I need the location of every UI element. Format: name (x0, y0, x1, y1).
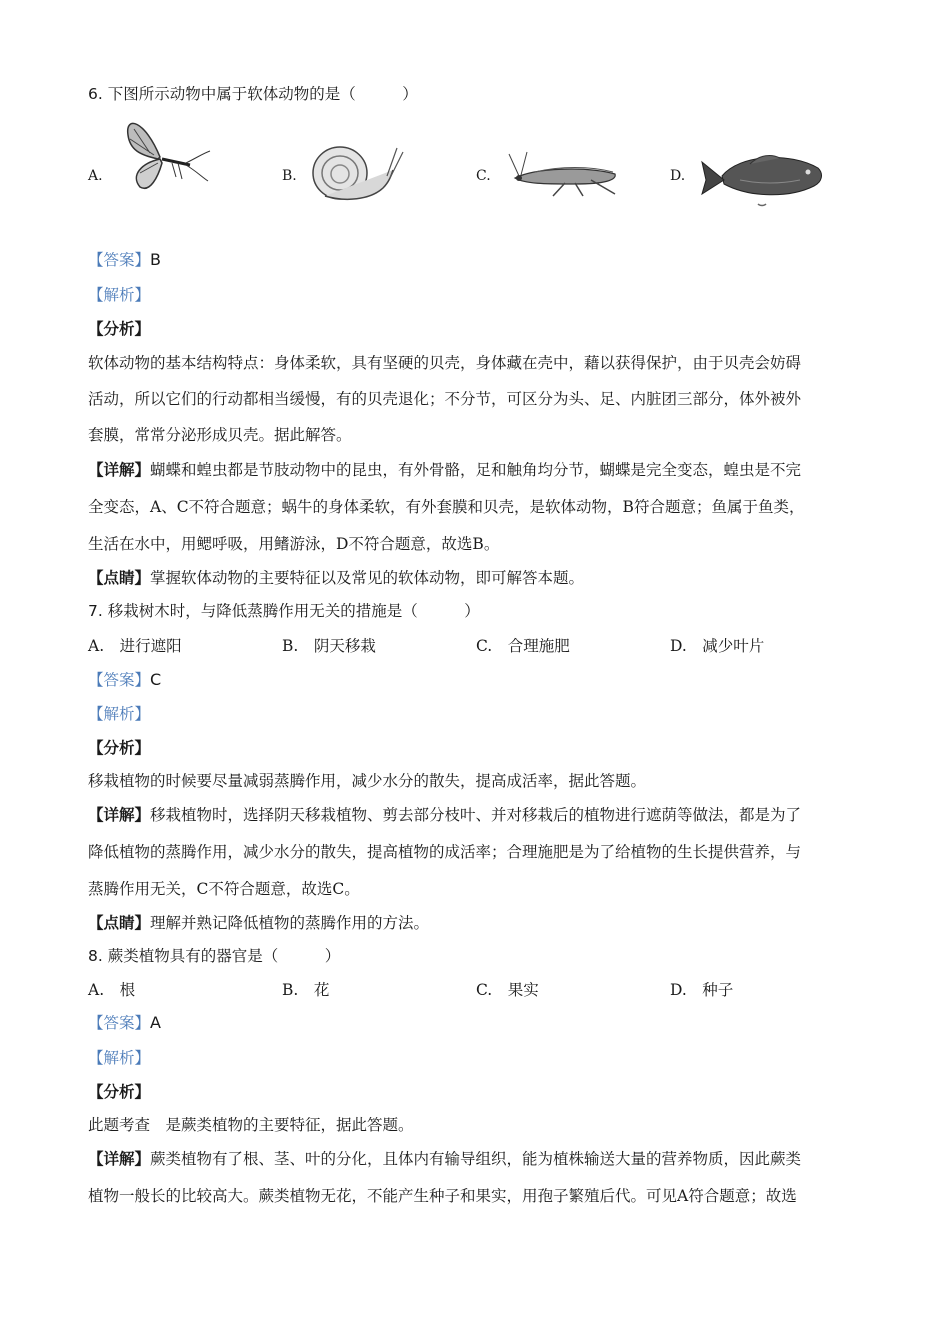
q8-answer: A (150, 1013, 161, 1032)
jiexi-tag: 【解析】 (88, 1049, 151, 1067)
q6-dianjing-text: 掌握软体动物的主要特征以及常见的软体动物，即可解答本题。 (150, 569, 585, 587)
q8-option-c: C. 果实 (476, 981, 539, 999)
q6-option-d-label: D. (670, 168, 686, 184)
q7-dianjing-text: 理解并熟记降低植物的蒸腾作用的方法。 (150, 914, 430, 932)
q6-jiexi-line (88, 283, 868, 305)
q8-xiangjie-line-1 (88, 1147, 868, 1169)
q7-option-d: D. 减少叶片 (670, 637, 765, 655)
dianjing-tag: 【点睛】 (88, 569, 151, 587)
q7-answer: C (150, 670, 162, 689)
q8-jiexi-line (88, 1046, 868, 1068)
xiangjie-tag: 【详解】 (88, 806, 151, 824)
q8-option-b: B. 花 (282, 981, 330, 999)
answer-tag: 【答案】 (88, 1014, 151, 1032)
fenxi-tag: 【分析】 (88, 739, 151, 757)
q6-option-b-label: B. (282, 168, 297, 184)
q6-fenxi-tag-line (88, 317, 868, 339)
q7-option-c: C. 合理施肥 (476, 637, 570, 655)
dianjing-tag: 【点睛】 (88, 914, 151, 932)
answer-tag: 【答案】 (88, 251, 151, 269)
q7-xiangjie-line-1 (88, 803, 868, 825)
q6-xiangjie-line-2: 全变态，A、C不符合题意；蜗牛的身体柔软，有外套膜和贝壳，是软体动物，B符合题意；鱼属于鱼类， (88, 498, 805, 516)
q8-xiangjie-line-2: 植物一般长的比较高大。蕨类植物无花，不能产生种子和果实，用孢子繁殖后代。可见A符合题意；故选 (88, 1187, 797, 1205)
q7-xiangjie-line-3: 蒸腾作用无关，C不符合题意，故选C。 (88, 880, 360, 898)
q7-xiangjie-line-2: 降低植物的蒸腾作用，减少水分的散失，提高植物的成活率；合理施肥是为了给植物的生长提供营养，与 (88, 843, 802, 861)
q7-fenxi-tag-line (88, 736, 868, 758)
q7-answer-line (88, 668, 868, 690)
q6-dianjing-line (88, 566, 868, 588)
question-8-stem: 8. 蕨类植物具有的器官是（ ） (88, 947, 341, 965)
q6-xiangjie-text-1: 蝴蝶和蝗虫都是节肢动物中的昆虫，有外骨骼，足和触角均分节，蝴蝶是完全变态，蝗虫是不完 (150, 461, 802, 479)
xiangjie-tag: 【详解】 (88, 1150, 151, 1168)
q6-fenxi-line-3: 套膜，常常分泌形成贝壳。据此解答。 (88, 426, 352, 444)
answer-tag: 【答案】 (88, 671, 151, 689)
snail-image (305, 140, 405, 205)
question-7-stem: 7. 移栽树木时，与降低蒸腾作用无关的措施是（ ） (88, 602, 480, 620)
q7-fenxi-line-1: 移栽植物的时候要尽量减弱蒸腾作用，减少水分的散失，提高成活率，据此答题。 (88, 772, 647, 790)
q6-fenxi-line-1: 软体动物的基本结构特点：身体柔软，具有坚硬的贝壳，身体藏在壳中，藉以获得保护，由于贝壳会妨碍 (88, 354, 802, 372)
q8-option-d: D. 种子 (670, 981, 734, 999)
q8-answer-line (88, 1011, 868, 1033)
q8-fenxi-line-1: 此题考查 是蕨类植物的主要特征，据此答题。 (88, 1116, 414, 1134)
q6-option-a-label: A. (88, 168, 103, 184)
q7-option-a: A. 进行遮阳 (88, 637, 182, 655)
jiexi-tag: 【解析】 (88, 286, 151, 304)
q7-dianjing-line (88, 911, 868, 933)
q8-xiangjie-text-1: 蕨类植物有了根、茎、叶的分化，且体内有输导组织，能为植株输送大量的营养物质，因此蕨类 (150, 1150, 802, 1168)
q7-jiexi-line (88, 702, 868, 724)
jiexi-tag: 【解析】 (88, 705, 151, 723)
q8-fenxi-tag-line (88, 1080, 868, 1102)
xiangjie-tag: 【详解】 (88, 461, 151, 479)
question-6-stem: 6. 下图所示动物中属于软体动物的是（ ） (88, 85, 418, 103)
butterfly-image (120, 115, 215, 195)
q6-xiangjie-line-3: 生活在水中，用鳃呼吸，用鳍游泳，D不符合题意，故选B。 (88, 535, 500, 553)
grasshopper-image (505, 150, 627, 200)
fish-image (700, 150, 828, 212)
q7-option-b: B. 阴天移栽 (282, 637, 376, 655)
q6-xiangjie-line-1 (88, 458, 868, 480)
q6-answer-line (88, 248, 868, 270)
q6-fenxi-line-2: 活动，所以它们的行动都相当缓慢，有的贝壳退化；不分节，可区分为头、足、内脏团三部分，体外被外 (88, 390, 802, 408)
fenxi-tag: 【分析】 (88, 1083, 151, 1101)
fenxi-tag: 【分析】 (88, 320, 151, 338)
q6-answer: B (150, 250, 161, 269)
q6-option-c-label: C. (476, 168, 491, 184)
q7-xiangjie-text-1: 移栽植物时，选择阴天移栽植物、剪去部分枝叶、并对移栽后的植物进行遮荫等做法，都是为了 (150, 806, 802, 824)
q8-option-a: A. 根 (88, 981, 136, 999)
